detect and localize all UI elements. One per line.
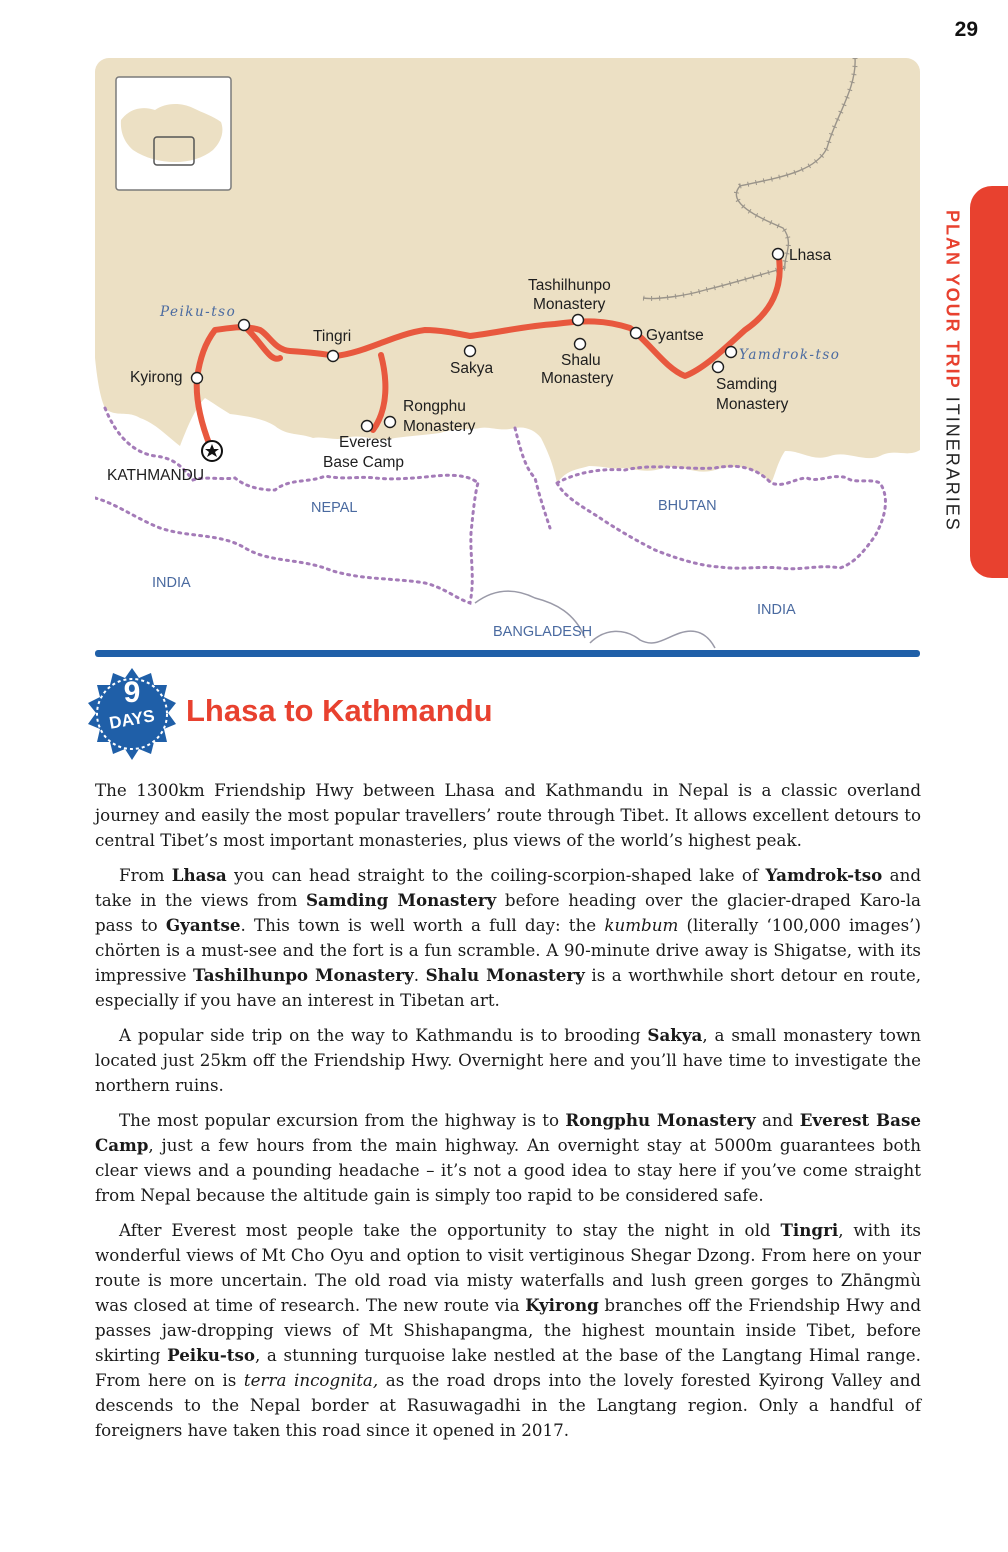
label-tashilhunpo: Tashilhunpo <box>528 277 611 294</box>
paragraph-1: The 1300km Friendship Hwy between Lhasa and Kathmandu in Nepal is a classic overland journey and easily the most popular travellers’ route through Tibet. It allows excellent detours to central Tibet’s most important monasteries, plus views of the world’s highest peak. <box>95 780 921 850</box>
label-tingri: Tingri <box>313 328 352 345</box>
itinerary-body <box>95 778 921 1453</box>
label-india-west: INDIA <box>152 575 191 591</box>
svg-text:Monastery: Monastery <box>716 396 789 413</box>
kathmandu-star-icon <box>202 441 222 461</box>
label-shalu: Shalu <box>561 352 601 369</box>
days-badge <box>84 666 180 762</box>
label-samding: Samding <box>716 376 778 393</box>
paragraph-4: The most popular excursion from the highway is to Rongphu Monastery and Everest Base Camp, just a few hours from the main highway. An overnight stay at 5000m guarantees both clear views and a pounding headache – it’s not a good idea to stay here if you’ve come straight from Nepal because the altitude gain is simply too rapid to be considered safe. <box>95 1110 921 1205</box>
label-peiku: Peiku-tso <box>160 304 237 320</box>
page-number: 29 <box>954 18 978 41</box>
label-nepal: NEPAL <box>311 500 358 516</box>
svg-text:Monastery: Monastery <box>403 418 476 435</box>
label-rongphu: Rongphu <box>403 398 466 415</box>
label-india-east: INDIA <box>757 602 796 618</box>
days-word: DAYS <box>107 706 157 733</box>
svg-text:Monastery: Monastery <box>533 296 606 313</box>
label-bhutan: BHUTAN <box>658 498 717 514</box>
section-label <box>926 210 978 550</box>
days-number: 9 <box>123 676 141 709</box>
label-kyirong: Kyirong <box>130 369 183 386</box>
label-kathmandu: KATHMANDU <box>107 467 205 484</box>
section-label-strong: PLAN YOUR TRIP <box>942 210 963 390</box>
route-map <box>95 58 920 658</box>
label-gyantse: Gyantse <box>646 327 704 344</box>
label-everest: Everest <box>339 434 392 451</box>
svg-text:Base Camp: Base Camp <box>323 454 404 471</box>
section-label-light: ITINERARIES <box>942 396 963 532</box>
label-bangladesh: BANGLADESH <box>493 624 593 640</box>
itinerary-title: Lhasa to Kathmandu <box>186 693 493 728</box>
paragraph-5: After Everest most people take the opportunity to stay the night in old Tingri, with its wonderful views of Mt Cho Oyu and option to visit vertiginous Shegar Dzong. From here on your route is more uncertain. The old road via misty waterfalls and lush green gorges to Zhāngmù was closed at time of research. The new route via Kyirong branches off the Friendship Hwy and passes jaw-dropping views of Mt Shishapangma, the highest mountain inside Tibet, before skirting Peiku-tso, a stunning turquoise lake nestled at the base of the Langtang Himal range. From here on is terra incognita, as the road drops into the lovely forested Kyirong Valley and descends to the Nepal border at Rasuwagadhi in the Langtang region. Only a handful of foreigners have taken this road since it opened in 2017. <box>95 1220 922 1440</box>
map-underline <box>95 650 920 657</box>
label-sakya: Sakya <box>450 360 494 377</box>
label-yamdrok: Yamdrok-tso <box>739 347 841 363</box>
label-lhasa: Lhasa <box>789 247 832 264</box>
svg-text:Monastery: Monastery <box>541 370 614 387</box>
paragraph-3: A popular side trip on the way to Kathmandu is to brooding Sakya, a small monastery town located just 25km off the Friendship Hwy. Overnight here and you’ll have time to investigate the northern ruins. <box>95 1025 922 1095</box>
paragraph-2: From Lhasa you can head straight to the coiling-scorpion-shaped lake of Yamdrok-tso and take in the views from Samding Monastery before heading over the glacier-draped Karo-la pass to Gyantse. This town is well worth a full day: the kumbum (literally ‘100,000 images’) chörten is a must-see and the fort is a fun scramble. A 90-minute drive away is Shigatse, with its impressive Tashilhunpo Monastery. Shalu Monastery is a worthwhile short detour en route, especially if you have an interest in Tibetan art. <box>95 865 921 1010</box>
